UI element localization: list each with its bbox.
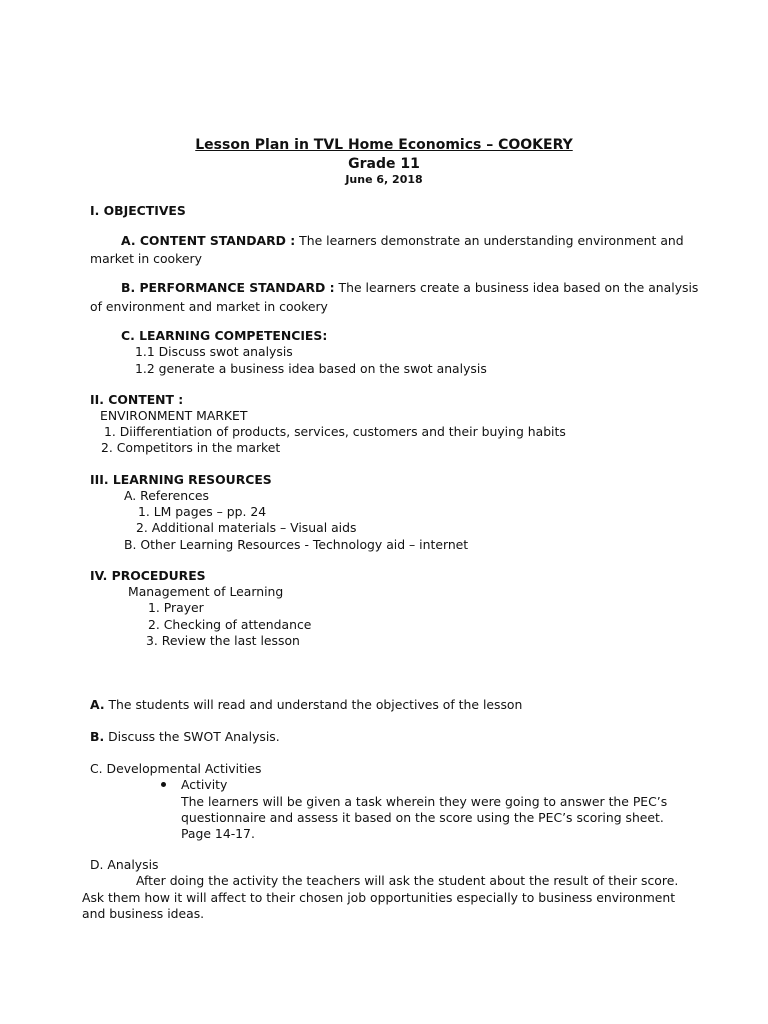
content-item-1: 1. Diifferentiation of products, services, customers and their buying habits	[104, 424, 566, 439]
procedure-a-label: A.	[90, 697, 105, 712]
content-heading: II. CONTENT :	[90, 392, 184, 407]
procedure-step-1: 1. Prayer	[148, 600, 204, 615]
procedure-step-3: 3. Review the last lesson	[146, 633, 300, 648]
analysis-line-1: After doing the activity the teachers will ask the student about the result of their score.	[136, 873, 679, 888]
procedure-step-2: 2. Checking of attendance	[148, 617, 312, 632]
activity-line-2: questionnaire and assess it based on the score using the PEC’s scoring sheet.	[181, 810, 664, 825]
other-resources: B. Other Learning Resources - Technology aid – internet	[124, 537, 469, 552]
reference-item-2: 2. Additional materials – Visual aids	[136, 520, 357, 535]
content-standard-text: The learners demonstrate an understanding environment and	[295, 233, 684, 248]
performance-standard-continuation: of environment and market in cookery	[90, 299, 328, 314]
procedure-a-text: The students will read and understand the objectives of the lesson	[104, 697, 523, 712]
content-standard-continuation: market in cookery	[90, 251, 202, 266]
bullet-icon	[161, 782, 166, 787]
developmental-heading: C. Developmental Activities	[90, 761, 262, 776]
content-item-2: 2. Competitors in the market	[101, 440, 281, 455]
procedure-b-text: Discuss the SWOT Analysis.	[104, 729, 280, 744]
analysis-line-3: and business ideas.	[82, 906, 205, 921]
management-label: Management of Learning	[128, 584, 284, 599]
procedures-heading: IV. PROCEDURES	[90, 568, 206, 583]
procedure-a-line	[90, 697, 522, 713]
objectives-heading: I. OBJECTIVES	[90, 203, 186, 218]
activity-line-3: Page 14-17.	[181, 826, 255, 841]
content-standard-line	[121, 233, 684, 249]
analysis-line-2: Ask them how it will affect to their chosen job opportunities especially to business environment	[82, 890, 676, 905]
lesson-plan-title: Lesson Plan in TVL Home Economics – COOKERY	[195, 137, 573, 153]
competency-item-2: 1.2 generate a business idea based on the swot analysis	[135, 361, 487, 376]
lesson-date: June 6, 2018	[345, 173, 423, 186]
procedure-b-label: B.	[90, 729, 105, 744]
activity-label: Activity	[181, 777, 228, 792]
performance-standard-line	[121, 280, 698, 296]
procedure-b-line	[90, 729, 280, 745]
competencies-heading: C. LEARNING COMPETENCIES:	[121, 328, 328, 343]
resources-heading: III. LEARNING RESOURCES	[90, 472, 272, 487]
references-label: A. References	[124, 488, 209, 503]
reference-item-1: 1. LM pages – pp. 24	[138, 504, 267, 519]
grade-label: Grade 11	[348, 156, 420, 172]
activity-line-1: The learners will be given a task wherein they were going to answer the PEC’s	[181, 794, 668, 809]
performance-standard-text: The learners create a business idea based on the analysis	[334, 280, 699, 295]
content-subheading: ENVIRONMENT MARKET	[100, 408, 248, 423]
competency-item-1: 1.1 Discuss swot analysis	[135, 344, 293, 359]
performance-standard-label: B. PERFORMANCE STANDARD :	[121, 280, 335, 295]
analysis-heading: D. Analysis	[90, 857, 159, 872]
content-standard-label: A. CONTENT STANDARD :	[121, 233, 296, 248]
